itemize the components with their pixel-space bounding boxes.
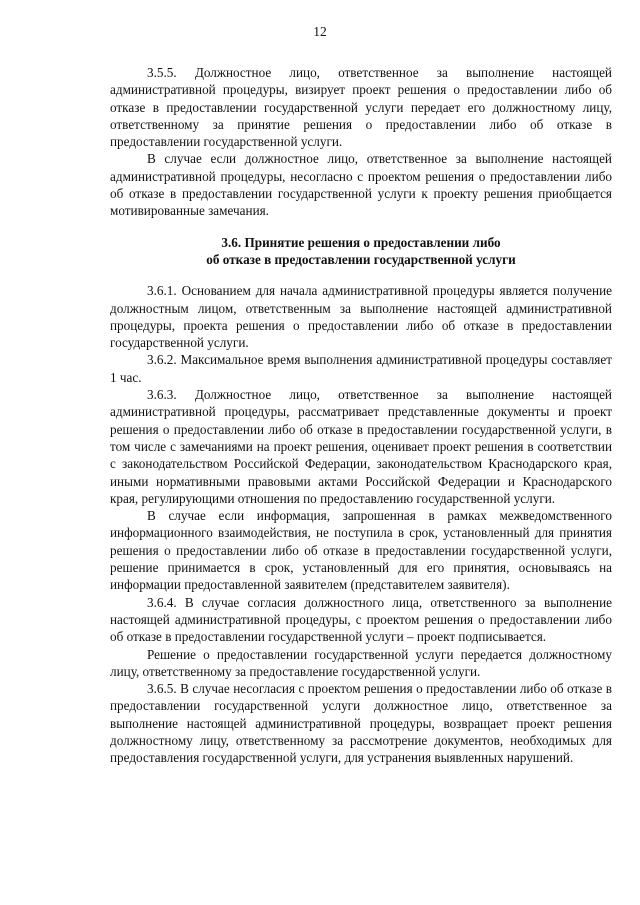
section-heading-line-1: 3.6. Принятие решения о предоставлении либо: [221, 234, 501, 250]
page-number: 12: [313, 24, 327, 39]
document-body: [110, 64, 612, 767]
paragraph-3-6-4: 3.6.4. В случае согласия должностного лица, ответственного за выполнение настоящей административной процедуры, с проектом решения о предоставлении либо об отказе в предоставлении государственной услуги – проект подписывается.: [110, 594, 612, 645]
paragraph-3-6-5: 3.6.5. В случае несогласия с проектом решения о предоставлении либо об отказе в предоставлении государственной услуги должностное лицо, ответственное за выполнение настоящей административной процедуры, возвращает проект решения должностному лицу, ответственному за рассмотрение документов, необходимых для предоставления государственной услуги, для устранения выявленных нарушений.: [110, 681, 612, 766]
paragraph-3-6-3: 3.6.3. Должностное лицо, ответственное за выполнение настоящей административной процедуры, рассматривает представленные документы и проект решения о предоставлении либо об отказе в предоставлении государственной услуги, в том числе с замечаниями на проект решения, оценивает проект решения в соответствии с законодательством Российской Федерации, законодательством Краснодарского края, иными нормативными правовыми актами Российской Федерации и Краснодарского края, регулирующими отношения по предоставлению государственной услуги.: [110, 387, 612, 506]
paragraph-3-5-5: 3.5.5. Должностное лицо, ответственное за выполнение настоящей административной процедуры, визирует проект решения о предоставлении либо об отказе в предоставлении государственной услуги передает его должностному лицу, ответственному за принятие решения о предоставлении либо об отказе в предоставлении государственной услуги.: [110, 65, 612, 150]
paragraph-interagency-info: В случае если информация, запрошенная в рамках межведомственного информационного взаимодействия, не поступила в срок, установленный для принятия решения о предоставлении либо об отказе в предоставлении государственной услуги, решение принимается в срок, установленный для его принятия, основываясь на информации предоставленной заявителем (представителем заявителя).: [110, 508, 612, 593]
paragraph-decision-transfer: Решение о предоставлении государственной услуги передается должностному лицу, ответственному за предоставление государственной услуги.: [110, 646, 612, 679]
section-heading-line-2: об отказе в предоставлении государственной услуги: [206, 251, 516, 267]
paragraph-disagreement-remarks: В случае если должностное лицо, ответственное за выполнение настоящей административной процедуры, несогласно с проектом решения о предоставлении либо об отказе в предоставлении государственной услуги к проекту решения приобщается мотивированные замечания.: [110, 151, 612, 219]
paragraph-3-6-2: 3.6.2. Максимальное время выполнения административной процедуры составляет 1 час.: [110, 352, 612, 385]
paragraph-3-6-1: 3.6.1. Основанием для начала административной процедуры является получение должностным лицом, ответственным за выполнение настоящей административной процедуры, проекта решения о предоставлении либо об отказе в предоставлении государственной услуги.: [110, 283, 612, 351]
section-heading-3-6: [110, 234, 612, 269]
